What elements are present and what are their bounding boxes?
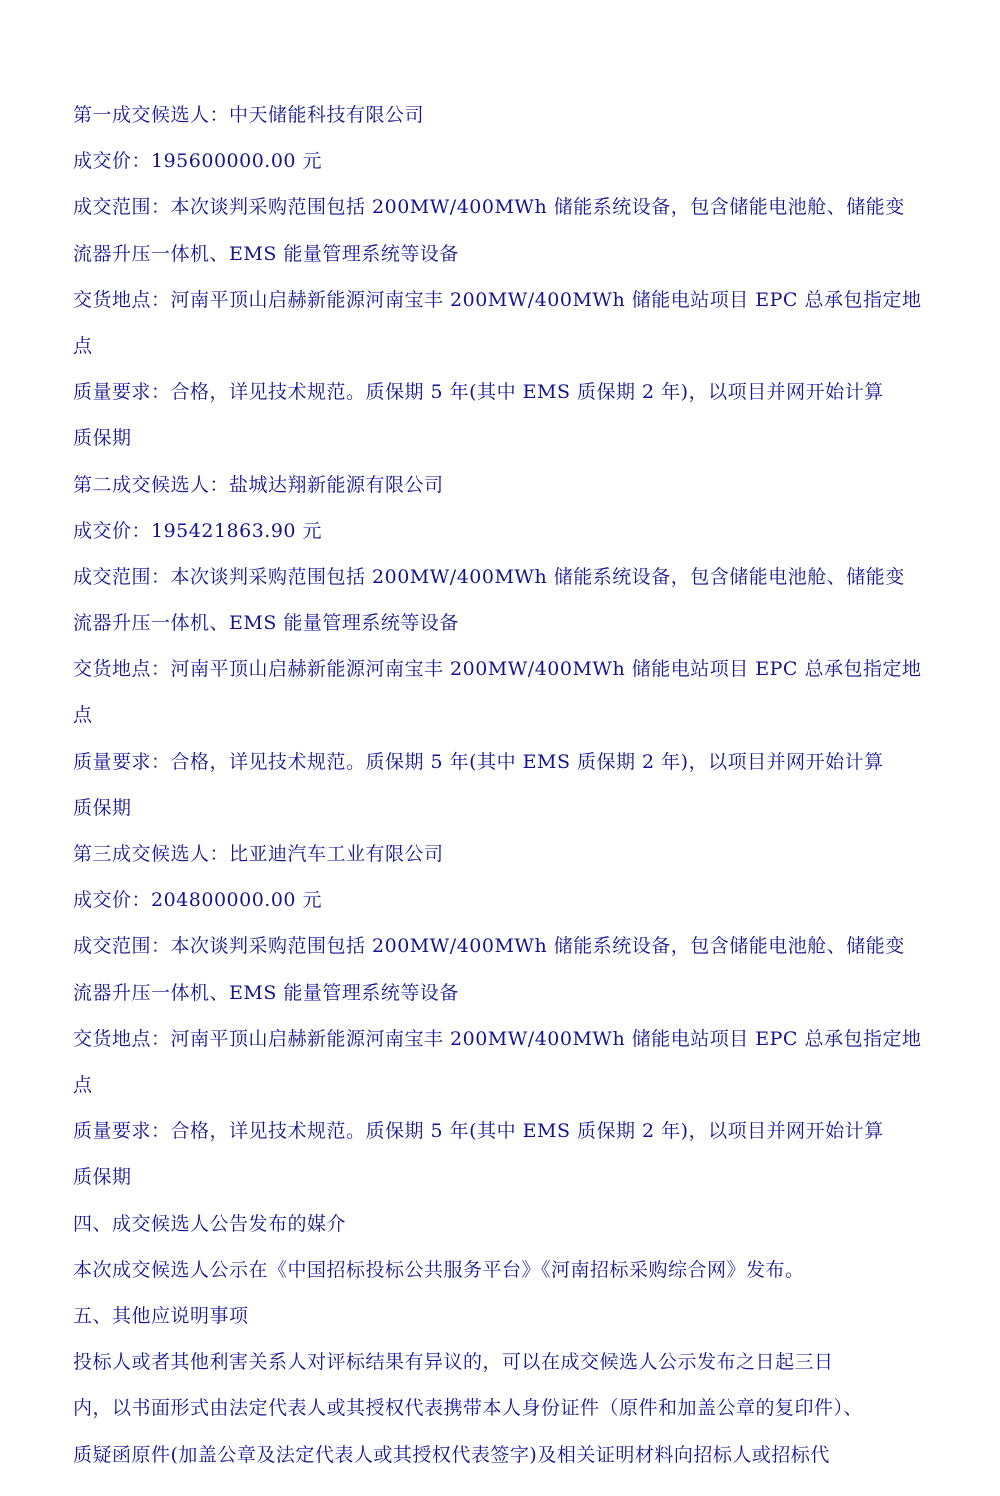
candidate-2-name: 第二成交候选人：盐城达翔新能源有限公司 — [73, 474, 444, 496]
section-4-heading: 四、成交候选人公告发布的媒介 — [73, 1213, 347, 1235]
candidate-1-scope: 成交范围：本次谈判采购范围包括 200MW/400MWh 储能系统设备，包含储能电池舱、储能变 — [73, 196, 905, 218]
candidate-1-scope-cont: 流器升压一体机、EMS 能量管理系统等设备 — [73, 243, 459, 265]
candidate-2-quality-cont: 质保期 — [73, 797, 132, 819]
candidate-3-quality: 质量要求：合格，详见技术规范。质保期 5 年(其中 EMS 质保期 2 年)，以项目并网开始计算 — [73, 1120, 884, 1142]
candidate-1-delivery: 交货地点：河南平顶山启赫新能源河南宝丰 200MW/400MWh 储能电站项目 EPC 总承包指定地 — [73, 289, 922, 311]
candidate-1-quality-cont: 质保期 — [73, 427, 132, 449]
candidate-3-quality-cont: 质保期 — [73, 1166, 132, 1188]
section-5-text-1: 投标人或者其他利害关系人对评标结果有异议的，可以在成交候选人公示发布之日起三日 — [73, 1351, 834, 1373]
candidate-3-delivery: 交货地点：河南平顶山启赫新能源河南宝丰 200MW/400MWh 储能电站项目 EPC 总承包指定地 — [73, 1028, 922, 1050]
candidate-3-delivery-cont: 点 — [73, 1074, 93, 1096]
candidate-3-name: 第三成交候选人：比亚迪汽车工业有限公司 — [73, 843, 444, 865]
section-5-heading: 五、其他应说明事项 — [73, 1305, 249, 1327]
section-5-text-2: 内，以书面形式由法定代表人或其授权代表携带本人身份证件（原件和加盖公章的复印件）、 — [73, 1397, 864, 1419]
candidate-2-scope: 成交范围：本次谈判采购范围包括 200MW/400MWh 储能系统设备，包含储能电池舱、储能变 — [73, 566, 905, 588]
candidate-1-price: 成交价：195600000.00 元 — [73, 150, 323, 172]
candidate-3-scope-cont: 流器升压一体机、EMS 能量管理系统等设备 — [73, 982, 459, 1004]
candidate-1-delivery-cont: 点 — [73, 335, 93, 357]
candidate-1-name: 第一成交候选人：中天储能科技有限公司 — [73, 104, 425, 126]
candidate-2-price: 成交价：195421863.90 元 — [73, 520, 323, 542]
candidate-2-quality: 质量要求：合格，详见技术规范。质保期 5 年(其中 EMS 质保期 2 年)，以项目并网开始计算 — [73, 751, 884, 773]
section-4-text: 本次成交候选人公示在《中国招标投标公共服务平台》《河南招标采购综合网》发布。 — [73, 1259, 805, 1281]
candidate-3-price: 成交价：204800000.00 元 — [73, 889, 323, 911]
candidate-2-delivery-cont: 点 — [73, 704, 93, 726]
candidate-2-scope-cont: 流器升压一体机、EMS 能量管理系统等设备 — [73, 612, 459, 634]
candidate-1-quality: 质量要求：合格，详见技术规范。质保期 5 年(其中 EMS 质保期 2 年)，以项目并网开始计算 — [73, 381, 884, 403]
section-5-text-3: 质疑函原件(加盖公章及法定代表人或其授权代表签字)及相关证明材料向招标人或招标代 — [73, 1444, 830, 1466]
candidate-3-scope: 成交范围：本次谈判采购范围包括 200MW/400MWh 储能系统设备，包含储能电池舱、储能变 — [73, 935, 905, 957]
candidate-2-delivery: 交货地点：河南平顶山启赫新能源河南宝丰 200MW/400MWh 储能电站项目 EPC 总承包指定地 — [73, 658, 922, 680]
